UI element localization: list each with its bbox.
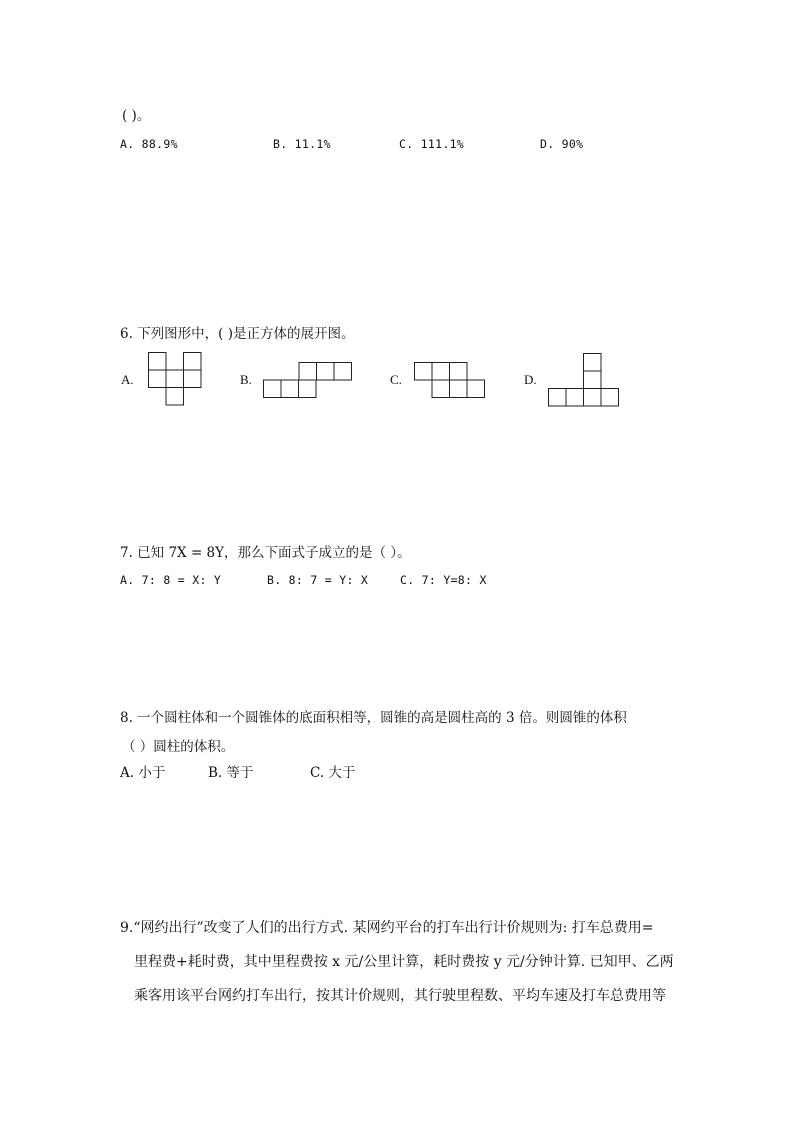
q9-line3: 乘客用该平台网约打车出行，按其计价规则，其行驶里程数、平均车速及打车总费用等 bbox=[134, 988, 666, 1004]
q8-option-c[interactable]: C. 大于 bbox=[310, 765, 356, 781]
q7-option-b[interactable]: B. 8: 7 = Y: X bbox=[267, 573, 369, 587]
q6-option-c-label[interactable]: C. bbox=[390, 372, 402, 387]
q6-net-a[interactable] bbox=[148, 352, 204, 406]
q5-option-c[interactable]: C. 111.1% bbox=[399, 137, 465, 151]
q7-stem: 7. 已知 7X = 8Y，那么下面式子成立的是（ ）。 bbox=[120, 545, 411, 561]
q6-option-b-label[interactable]: B. bbox=[240, 372, 252, 387]
q8-stem-line1: 8. 一个圆柱体和一个圆锥体的底面积相等，圆锥的高是圆柱高的 3 倍。则圆锥的体积 bbox=[120, 710, 627, 726]
q5-stem-tail: ( )。 bbox=[122, 108, 151, 124]
q6-net-c[interactable] bbox=[414, 362, 486, 400]
q9-line2: 里程费+耗时费，其中里程费按 x 元/公里计算，耗时费按 y 元/分钟计算. 已知甲、乙两 bbox=[134, 954, 674, 970]
q8-option-a[interactable]: A. 小于 bbox=[120, 765, 166, 781]
q5-option-a[interactable]: A. 88.9% bbox=[120, 137, 178, 151]
q9-line1: 9.“网约出行”改变了人们的出行方式. 某网约平台的打车出行计价规则为: 打车总费用= bbox=[120, 920, 654, 936]
q7-option-a[interactable]: A. 7: 8 = X: Y bbox=[120, 573, 222, 587]
q7-option-c[interactable]: C. 7: Y=8: X bbox=[400, 573, 487, 587]
q6-net-b[interactable] bbox=[263, 362, 353, 400]
q5-option-d[interactable]: D. 90% bbox=[540, 137, 584, 151]
q8-option-b[interactable]: B. 等于 bbox=[208, 765, 254, 781]
q6-option-d-label[interactable]: D. bbox=[524, 372, 537, 387]
q6-option-a-label[interactable]: A. bbox=[121, 372, 134, 387]
q5-option-b[interactable]: B. 11.1% bbox=[273, 137, 331, 151]
q6-stem: 6. 下列图形中，( )是正方体的展开图。 bbox=[120, 326, 355, 342]
q8-stem-line2: （ ）圆柱的体积。 bbox=[122, 739, 235, 755]
q6-net-d[interactable] bbox=[548, 353, 622, 409]
